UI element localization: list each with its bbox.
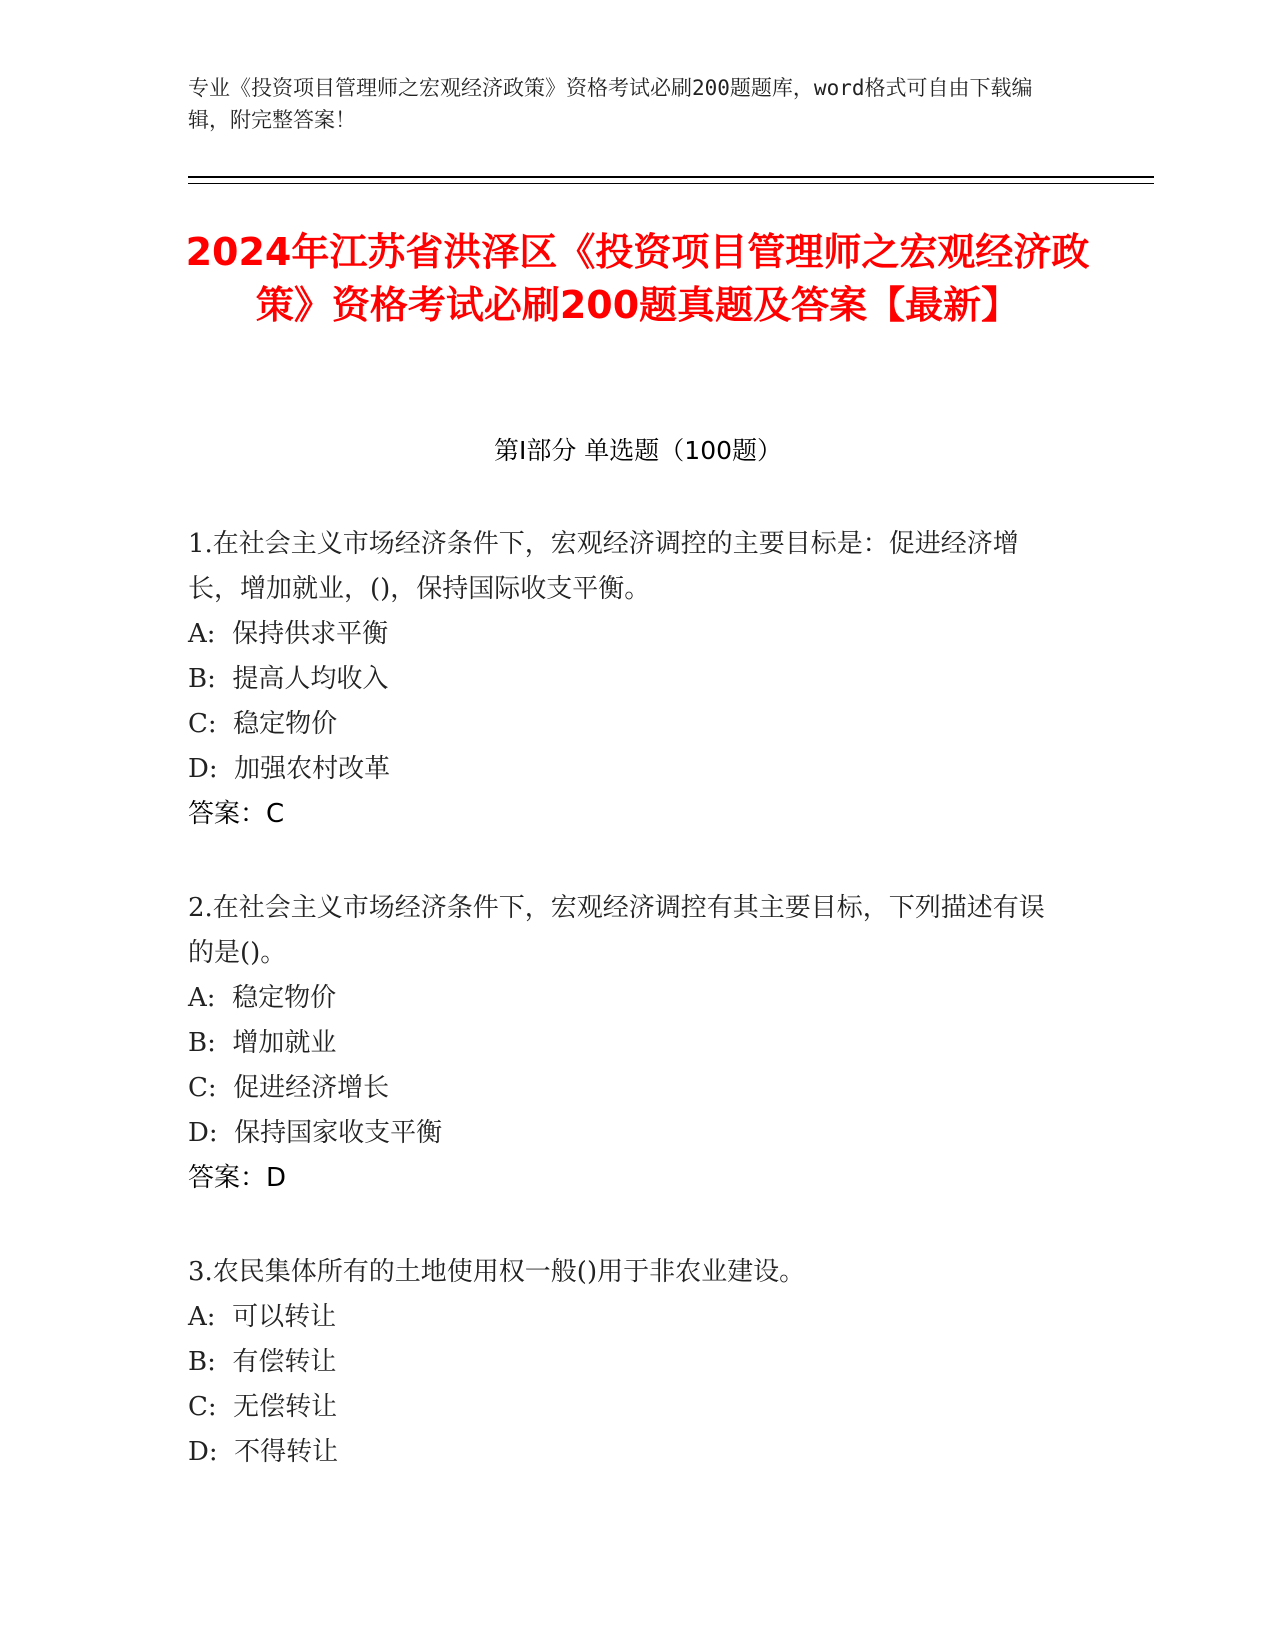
- option-c: C: 稳定物价: [188, 709, 338, 739]
- answer: 答案：D: [188, 1163, 287, 1193]
- option-d: D: 加强农村改革: [188, 754, 391, 784]
- option-d: D: 保持国家收支平衡: [188, 1118, 443, 1148]
- option-a: A: 可以转让: [188, 1302, 337, 1332]
- question-stem: 2.在社会主义市场经济条件下，宏观经济调控有其主要目标，下列描述有误的是()。: [188, 893, 1045, 968]
- header-note: 专业《投资项目管理师之宏观经济政策》资格考试必刷200题题库，word格式可自由下载编辑，附完整答案！: [188, 76, 1033, 132]
- option-b: B: 有偿转让: [188, 1347, 337, 1377]
- option-d: D: 不得转让: [188, 1437, 339, 1467]
- question-3: [188, 1250, 1068, 1475]
- option-c: C: 促进经济增长: [188, 1073, 390, 1103]
- option-c: C: 无偿转让: [188, 1392, 338, 1422]
- option-a: A: 保持供求平衡: [188, 619, 389, 649]
- question-stem: 1.在社会主义市场经济条件下，宏观经济调控的主要目标是：促进经济增长，增加就业，()，保持国际收支平衡。: [188, 529, 1019, 604]
- question-stem: 3.农民集体所有的土地使用权一般()用于非农业建设。: [188, 1257, 806, 1287]
- option-b: B: 提高人均收入: [188, 664, 389, 694]
- question-1: [188, 522, 1068, 837]
- header-divider-thin: [188, 183, 1154, 184]
- question-2: [188, 886, 1068, 1201]
- option-b: B: 增加就业: [188, 1028, 337, 1058]
- section-title: 第Ⅰ部分 单选题（100题）: [493, 436, 783, 465]
- document-title: 2024年江苏省洪泽区《投资项目管理师之宏观经济政策》资格考试必刷200题真题及答案【最新】: [185, 230, 1090, 327]
- answer: 答案：C: [188, 799, 285, 829]
- option-a: A: 稳定物价: [188, 983, 337, 1013]
- header-divider-thick: [188, 176, 1154, 178]
